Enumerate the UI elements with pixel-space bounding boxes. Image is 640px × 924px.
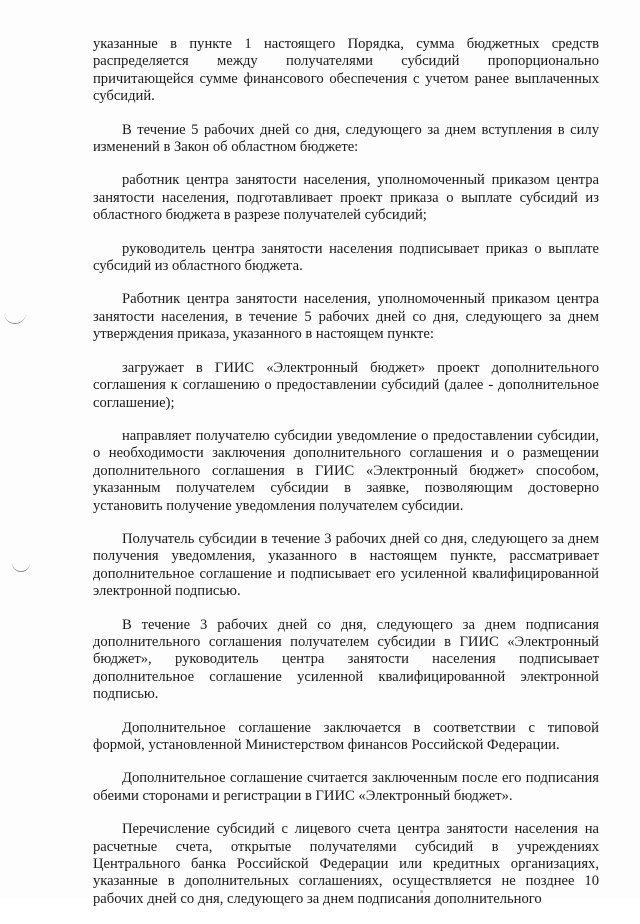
paragraph: руководитель центра занятости населения подписывает приказ о выплате субсидий из областного бюджета. [93, 240, 599, 275]
paragraph: В течение 3 рабочих дней со дня, следующего за днем подписания дополнительного соглашения получателем субсидии в ГИИС «Электронный бюджет», руководитель центра занятости населения подписывает дополнительное соглашение усиленной квалифицированной электронной подписью. [93, 616, 599, 703]
margin-mark [4, 313, 26, 324]
paragraph: Работник центра занятости населения, уполномоченный приказом центра занятости населения, в течение 5 рабочих дней со дня, следующего за днем утверждения приказа, указанного в настоящем пункте: [93, 291, 599, 343]
paragraph: Получатель субсидии в течение 3 рабочих дней со дня, следующего за днем получения уведомления, указанного в настоящем пункте, рассматривает дополнительное соглашение и подписывает его усиленной квалифицированной электронной подписью. [93, 530, 599, 600]
document-body [93, 36, 599, 924]
paragraph: Дополнительное соглашение заключается в соответствии с типовой формой, установленной Министерством финансов Российской Федерации. [93, 719, 599, 753]
paragraph: загружает в ГИИС «Электронный бюджет» проект дополнительного соглашения к соглашению о предоставлении субсидий (далее - дополнительное соглашение); [93, 359, 599, 411]
paragraph: Дополнительное соглашение считается заключенным после его подписания обеими сторонами и регистрации в ГИИС «Электронный бюджет». [93, 770, 599, 804]
paragraph: указанные в пункте 1 настоящего Порядка, сумма бюджетных средств распределяется между получателями субсидий пропорционально причитающейся сумме финансового обеспечения с учетом ранее выплаченных субсидий. [93, 36, 599, 105]
paragraph: Перечисление субсидий с лицевого счета центра занятости населения на расчетные счета, открытые получателями субсидий в учреждениях Центрального банка Российской Федерации или кредитных организациях, указанные в дополнительных соглашениях, осуществляется не позднее 10 рабочих дней со дня, следующего за днем подписания дополнительного [93, 821, 599, 907]
paragraph: направляет получателю субсидии уведомление о предоставлении субсидии, о необходимости заключения дополнительного соглашения и о размещении дополнительного соглашения в ГИИС «Электронный бюджет» способом, указанным получателем субсидии в заявке, позволяющим достоверно установить получение уведомления получателем субсидии. [93, 427, 599, 514]
margin-mark [12, 561, 30, 572]
paragraph: В течение 5 рабочих дней со дня, следующего за днем вступления в силу изменений в Закон об областном бюджете: [93, 121, 599, 156]
paragraph: работник центра занятости населения, уполномоченный приказом центра занятости населения, подготавливает проект приказа о выплате субсидий из областного бюджета в разрезе получателей субсидий; [93, 172, 599, 224]
